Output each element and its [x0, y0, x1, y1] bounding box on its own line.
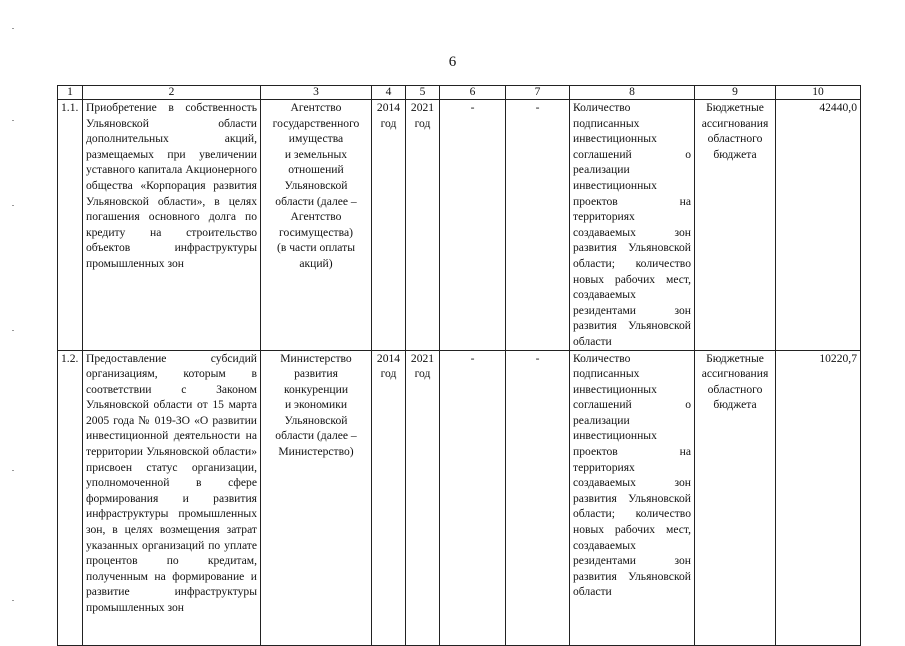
row-number: 1.1.: [58, 100, 83, 351]
header-col-9: 9: [695, 86, 776, 100]
scan-speck: [12, 470, 14, 471]
table-row: [58, 100, 861, 351]
funding-amount: 42440,0: [776, 100, 861, 351]
end-year: 2021 год: [410, 101, 435, 130]
scan-speck: [12, 205, 14, 206]
header-col-5: 5: [406, 86, 440, 100]
executor: Министерство развития конкуренции и экономики Ульяновской области (далее – Министерство): [275, 351, 357, 459]
header-col-6: 6: [440, 86, 506, 100]
col6-value: -: [440, 350, 506, 645]
header-col-1: 1: [58, 86, 83, 100]
start-year: 2014 год: [376, 101, 401, 130]
header-col-2: 2: [83, 86, 261, 100]
funding-source: Бюджетные ассигнования областного бюджета: [701, 351, 769, 412]
scan-speck: [12, 330, 14, 331]
header-col-7: 7: [506, 86, 570, 100]
program-measures-table: [57, 85, 861, 646]
header-col-8: 8: [570, 86, 695, 100]
target-indicators: Количество подписанных инвестиционных соглашений о реализации инвестиционных проектов на территориях создаваемых зон развития Ульяновской области; количество новых рабочих мест, создаваемых резидентами зон развития Ульяновской области: [570, 100, 695, 351]
table-row: [58, 350, 861, 645]
scan-speck: [12, 600, 14, 601]
target-indicators: Количество подписанных инвестиционных соглашений о реализации инвестиционных проектов на территориях создаваемых зон развития Ульяновской области; количество новых рабочих мест, создаваемых резидентами зон развития Ульяновской области: [570, 350, 695, 645]
executor: Агентство государственного имущества и земельных отношений Ульяновской области (далее – Агентство госимущества) (в части оплаты акций): [272, 101, 360, 270]
end-year: 2021 год: [410, 351, 435, 381]
scan-speck: [12, 28, 14, 29]
measure-description: Приобретение в собственность Ульяновской области дополнительных акций, размещаемых при увеличении уставного капитала Акционерного общества «Корпорация развития Ульяновской области», в целях погашения основного долга по кредиту на строительство объектов инфраструктуры промышленных зон: [83, 100, 261, 351]
header-col-3: 3: [261, 86, 372, 100]
measure-description: Предоставление субсидий организациям, которым в соответствии с Законом Ульяновской области от 15 марта 2005 года № 019-ЗО «О развитии инвестиционной деятельности на территории Ульяновской области» присвоен статус организации, уполномоченной в сфере формирования и развития инфраструктуры промышленных зон, в целях возмещения затрат указанных организаций по уплате процентов по кредитам, полученным на формирование и развитие инфраструктуры промышленных зон: [83, 350, 261, 645]
funding-source: Бюджетные ассигнования областного бюджета: [701, 101, 769, 161]
row-number: 1.2.: [58, 350, 83, 645]
col7-value: -: [506, 100, 570, 351]
scan-speck: [12, 120, 14, 121]
header-col-10: 10: [776, 86, 861, 100]
page-number: 6: [448, 54, 457, 70]
header-col-4: 4: [372, 86, 406, 100]
col6-value: -: [440, 100, 506, 351]
start-year: 2014 год: [376, 351, 401, 381]
col7-value: -: [506, 350, 570, 645]
header-row: [58, 86, 861, 100]
funding-amount: 10220,7: [776, 350, 861, 645]
